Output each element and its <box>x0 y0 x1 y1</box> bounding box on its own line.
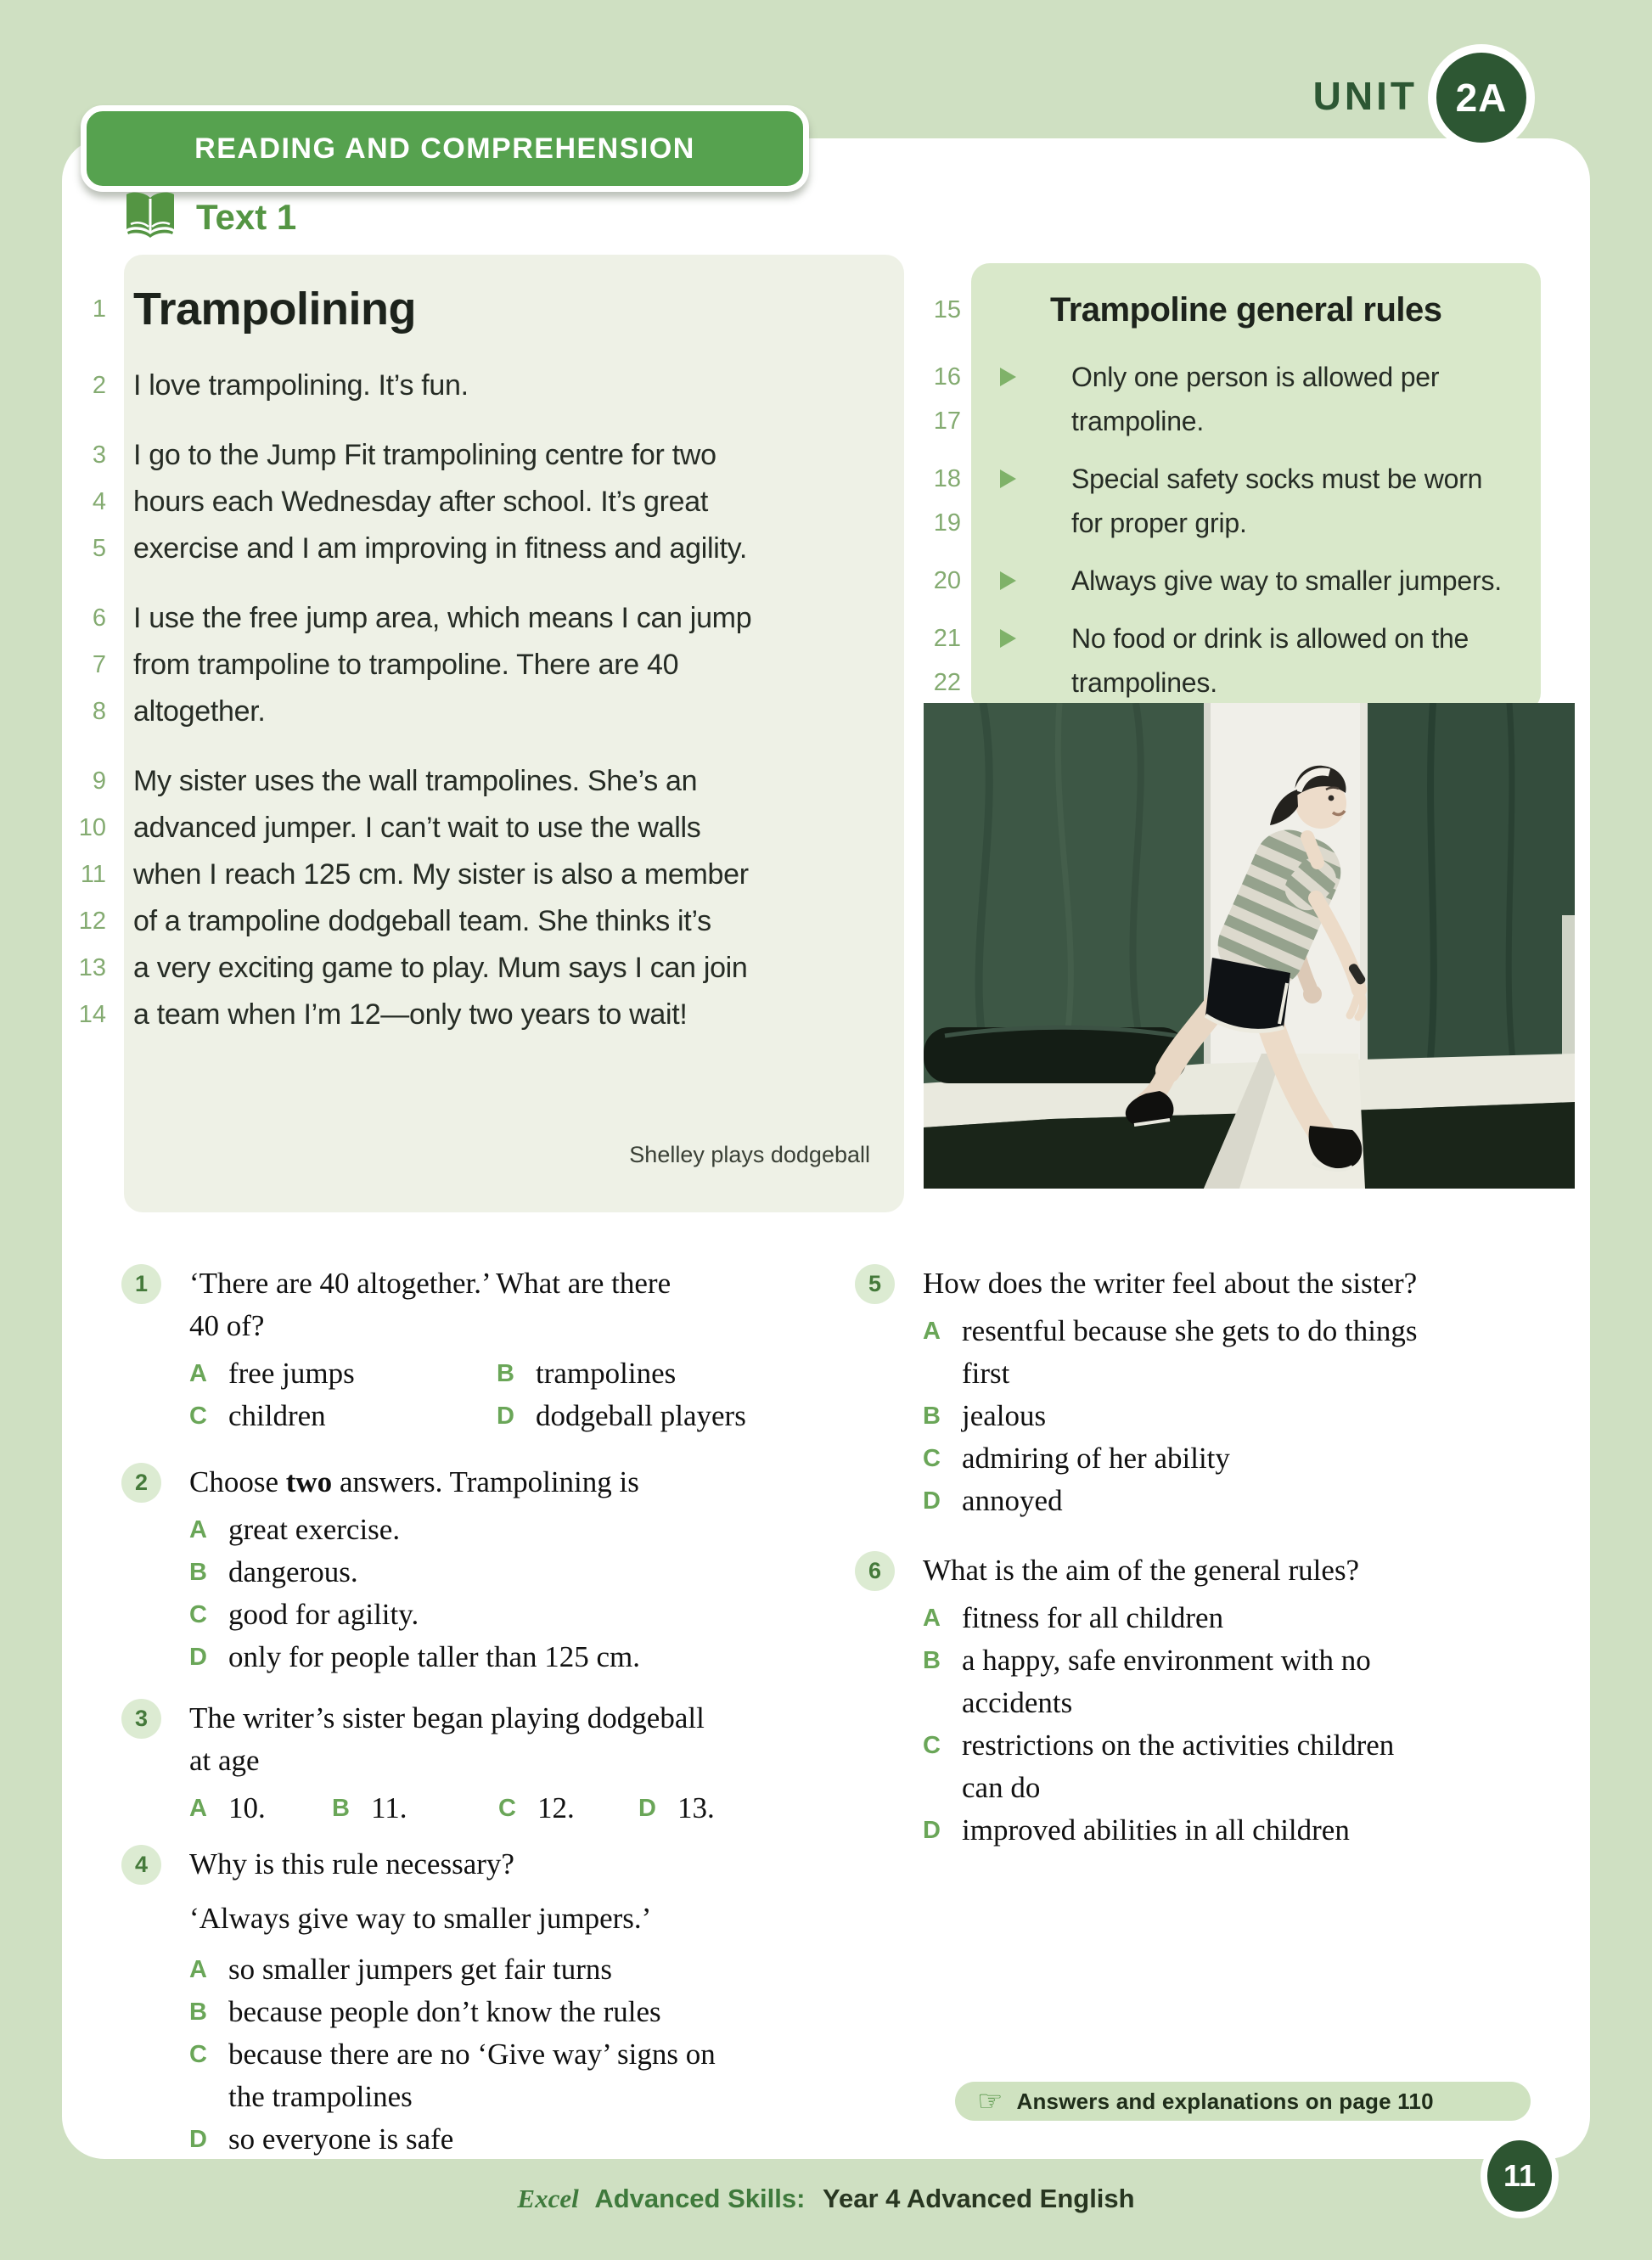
rule-line: 17 trampoline. <box>917 399 1541 443</box>
passage-panel <box>62 255 904 1212</box>
option-d: D improved abilities in all children <box>923 1813 1350 1847</box>
passage-line: 13 a very exciting game to play. Mum says I can join <box>62 945 904 992</box>
question-5 <box>853 1262 1617 1522</box>
option-d: D so everyone is safe <box>189 2122 454 2156</box>
text1-label: Text 1 <box>196 196 297 237</box>
option-d: D only for people taller than 125 cm. <box>189 1640 640 1673</box>
line-number: 22 <box>933 668 961 696</box>
option-a: A so smaller jumpers get fair turns <box>189 1953 612 1986</box>
rules-title-row <box>917 278 1541 341</box>
questions-left-column <box>62 1262 860 2161</box>
passage-line <box>62 278 904 340</box>
option-b-continued: accidents <box>962 1686 1073 1719</box>
option-d: D dodgeball players <box>497 1399 746 1432</box>
option-b: B 11. <box>332 1791 407 1824</box>
line-number: 9 <box>92 767 106 795</box>
footer-brand: Excel <box>517 2184 579 2213</box>
answers-note-badge <box>955 2082 1531 2121</box>
line-number: 21 <box>933 624 961 652</box>
question-number: 6 <box>855 1551 895 1591</box>
bullet-triangle-icon <box>1000 368 1016 386</box>
option-c: C because there are no ‘Give way’ signs on <box>189 2038 716 2071</box>
questions-right-column <box>853 1262 1617 1852</box>
option-b: B a happy, safe environment with no <box>923 1644 1371 1677</box>
question-number: 1 <box>121 1264 161 1304</box>
line-number: 8 <box>92 698 106 725</box>
bullet-triangle-icon <box>1000 469 1016 488</box>
question-3 <box>62 1697 860 1830</box>
line-number: 19 <box>933 509 961 537</box>
question-text: 40 of? <box>189 1309 265 1342</box>
line-number: 20 <box>933 566 961 594</box>
option-b: B dangerous. <box>189 1555 358 1588</box>
rule-line: 20 Always give way to smaller jumpers. <box>917 559 1541 603</box>
option-b: B trampolines <box>497 1357 677 1390</box>
question-quote: ‘Always give way to smaller jumpers.’ <box>189 1902 652 1935</box>
line-number: 2 <box>92 372 106 399</box>
question-number: 2 <box>121 1463 161 1503</box>
option-c-continued: can do <box>962 1771 1041 1804</box>
open-book-icon <box>123 190 177 244</box>
text1-heading <box>123 190 296 244</box>
line-number: 7 <box>92 651 106 678</box>
question-text: Why is this rule necessary? <box>189 1847 514 1881</box>
question-1 <box>62 1262 860 1437</box>
question-number: 4 <box>121 1845 161 1885</box>
option-d: D 13. <box>638 1791 715 1824</box>
question-text: What is the aim of the general rules? <box>923 1554 1360 1587</box>
bullet-triangle-icon <box>1000 629 1016 648</box>
passage-line: 14 a team when I’m 12—only two years to wait! <box>62 992 904 1038</box>
unit-code: 2A <box>1455 76 1508 120</box>
passage-line: 8 altogether. <box>62 689 904 735</box>
question-text: ‘There are 40 altogether.’ What are there <box>189 1267 671 1300</box>
line-number: 5 <box>92 535 106 562</box>
passage-title: Trampolining <box>133 284 417 335</box>
passage-line: 6 I use the free jump area, which means I can jump <box>62 595 904 642</box>
passage-line: 9 My sister uses the wall trampolines. She’s an <box>62 758 904 805</box>
option-b: B because people don’t know the rules <box>189 1995 661 2028</box>
rule-line: 16 Only one person is allowed per <box>917 355 1541 399</box>
footer-series: Advanced Skills: <box>594 2184 806 2213</box>
question-number: 3 <box>121 1699 161 1739</box>
option-c: C good for agility. <box>189 1598 419 1631</box>
question-text: at age <box>189 1744 260 1777</box>
passage-line: 11 when I reach 125 cm. My sister is also a member <box>62 852 904 898</box>
line-number: 12 <box>78 908 106 935</box>
rule-line: 18 Special safety socks must be worn <box>917 457 1541 501</box>
section-banner <box>81 105 809 192</box>
bullet-triangle-icon <box>1000 571 1016 590</box>
passage-line: 3 I go to the Jump Fit trampolining centre for two <box>62 432 904 479</box>
passage-line: 10 advanced jumper. I can’t wait to use the walls <box>62 805 904 852</box>
unit-badge <box>1428 44 1535 151</box>
footer-book-title: Year 4 Advanced English <box>823 2184 1135 2213</box>
question-number: 5 <box>855 1264 895 1304</box>
passage-line: 2 I love trampolining. It’s fun. <box>62 363 904 409</box>
question-text: Choose two answers. Trampolining is <box>189 1465 639 1498</box>
passage-line: 12 of a trampoline dodgeball team. She thinks it’s <box>62 898 904 945</box>
rule-line: 19 for proper grip. <box>917 501 1541 545</box>
line-number: 4 <box>92 488 106 515</box>
line-number: 1 <box>92 295 106 323</box>
photo-caption: Shelley plays dodgeball <box>629 1142 870 1167</box>
question-6 <box>853 1549 1617 1852</box>
line-number: 11 <box>80 861 106 888</box>
rule-line: 22 trampolines. <box>917 661 1541 705</box>
rule-line: 21 No food or drink is allowed on the <box>917 616 1541 661</box>
rules-panel <box>917 263 1541 711</box>
question-text: The writer’s sister began playing dodgeball <box>189 1701 705 1734</box>
section-banner-label: READING AND COMPREHENSION <box>194 132 695 165</box>
line-number: 13 <box>78 954 106 981</box>
option-c: C 12. <box>498 1791 575 1824</box>
option-c: C restrictions on the activities children <box>923 1729 1395 1762</box>
line-number: 15 <box>933 295 961 323</box>
option-c: C children <box>189 1399 326 1432</box>
passage-line: 7 from trampoline to trampoline. There are 40 <box>62 642 904 689</box>
pointing-hand-icon: ☞ <box>977 2084 1003 2118</box>
option-d: D annoyed <box>923 1484 1063 1517</box>
line-number: 18 <box>933 464 961 492</box>
passage-line: 5 exercise and I am improving in fitness and agility. <box>62 526 904 572</box>
option-a: A fitness for all children <box>923 1601 1224 1634</box>
answers-note-text: Answers and explanations on page 110 <box>1016 2088 1434 2114</box>
line-number: 10 <box>78 814 106 841</box>
question-4 <box>62 1843 860 2161</box>
option-b: B jealous <box>923 1399 1047 1432</box>
line-number: 3 <box>92 441 106 469</box>
line-number: 14 <box>78 1001 106 1028</box>
option-a: A free jumps <box>189 1357 355 1390</box>
option-a-continued: first <box>962 1357 1010 1390</box>
trampoline-photo <box>924 703 1575 1189</box>
line-number: 17 <box>933 407 961 435</box>
page-number: 11 <box>1503 2158 1537 2193</box>
option-c-continued: the trampolines <box>228 2080 413 2113</box>
question-text: How does the writer feel about the sister? <box>923 1267 1418 1300</box>
rules-title: Trampoline general rules <box>1050 290 1442 329</box>
option-c: C admiring of her ability <box>923 1442 1230 1475</box>
line-number: 6 <box>92 604 106 632</box>
unit-label: UNIT <box>1312 74 1418 118</box>
option-a: A resentful because she gets to do things <box>923 1314 1418 1347</box>
footer <box>0 2184 1652 2214</box>
option-a: A great exercise. <box>189 1513 401 1546</box>
question-2 <box>62 1461 860 1678</box>
passage-line: 4 hours each Wednesday after school. It’s great <box>62 479 904 526</box>
line-number: 16 <box>933 363 961 391</box>
option-a: A 10. <box>189 1791 266 1824</box>
